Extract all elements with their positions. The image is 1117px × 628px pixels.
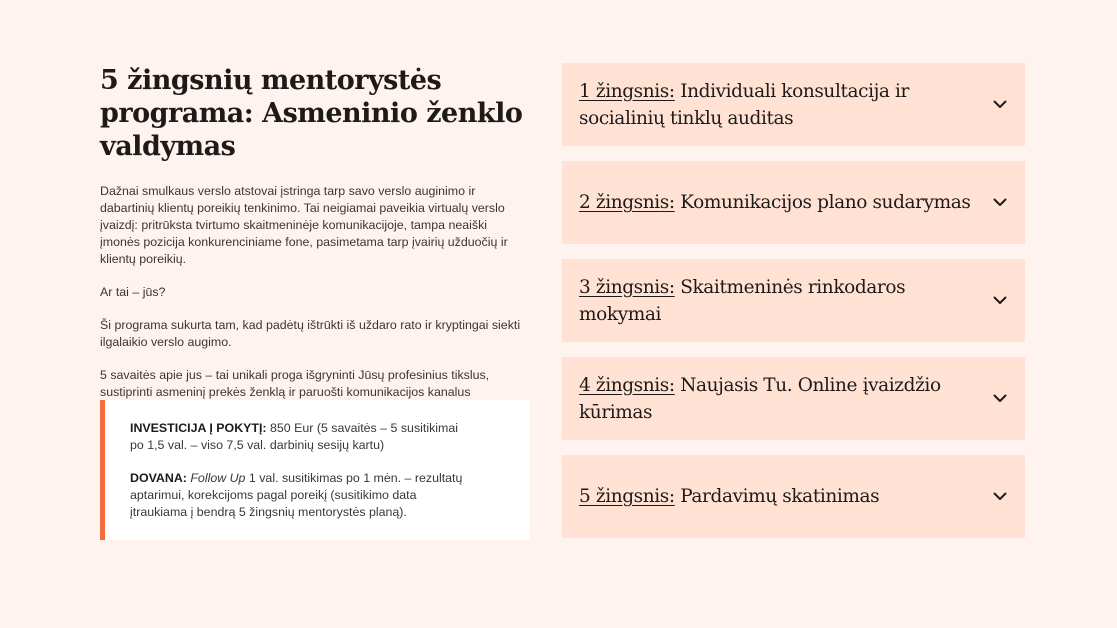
accordion-title (579, 189, 984, 216)
chevron-down-icon[interactable] (993, 294, 1007, 308)
step-title: Naujasis Tu. Online įvaizdžio kūrimas (579, 374, 941, 423)
intro-paragraph: Dažnai smulkaus verslo atstovai įstringa tarp savo verslo auginimo ir dabartinių klientų poreikių tenkinimo. Tai neigiamai paveikia virtualų verslo įvaizdį: pritrūksta tvirtumo skaitmeninėje komunikacijoje, tampa neaiški įmonės pozicija konkurenciniame fone, pasimetama tarp įvairių užduočių ir klientų poreikių. (100, 184, 508, 266)
chevron-down-icon[interactable] (993, 490, 1007, 504)
step-title: Pardavimų skatinimas (674, 486, 880, 507)
accordion-title (579, 483, 984, 510)
accordion-item-step-2[interactable] (562, 161, 1025, 244)
accordion-item-step-3[interactable] (562, 259, 1025, 342)
gift-italic: Follow Up (190, 471, 246, 485)
accordion-title (579, 78, 984, 132)
pricing-box (100, 400, 530, 540)
step-label: 2 žingsnis: (579, 192, 675, 213)
accordion-title (579, 274, 984, 328)
step-title: Individuali konsultacija ir socialinių tinklų auditas (579, 80, 910, 129)
chevron-down-icon[interactable] (993, 196, 1007, 210)
accordion-item-step-1[interactable] (562, 63, 1025, 146)
weeks-paragraph: 5 savaitės apie jus – tai unikali proga išgryninti Jūsų profesinius tikslus, sustiprinti asmeninį prekės ženklą ir paruošti komunikacijos kanalus (100, 368, 490, 399)
question-paragraph: Ar tai – jūs? (100, 285, 166, 299)
investment-info (130, 420, 470, 454)
step-label: 1 žingsnis: (579, 80, 675, 102)
accordion-item-step-4[interactable] (562, 357, 1025, 440)
step-label: 4 žingsnis: (579, 374, 675, 396)
step-title: Komunikacijos plano sudarymas (674, 192, 971, 213)
step-label: 5 žingsnis: (579, 486, 675, 507)
step-label: 3 žingsnis: (579, 276, 675, 298)
accordion-item-step-5[interactable] (562, 455, 1025, 538)
purpose-paragraph: Ši programa sukurta tam, kad padėtų ištrūkti iš uždaro rato ir kryptingai siekti ilgalaikio verslo augimo. (100, 318, 521, 349)
gift-text: 1 val. susitikimas po 1 mėn. – rezultatų aptarimui, korekcijoms pagal poreikį (susitikimo data įtraukiama į bendrą 5 žingsnių mentorystės planą). (130, 471, 463, 519)
step-title: Skaitmeninės rinkodaros mokymai (579, 276, 906, 325)
steps-accordion (562, 63, 1025, 553)
accordion-title (579, 372, 984, 426)
program-description (100, 64, 530, 418)
chevron-down-icon[interactable] (993, 98, 1007, 112)
investment-label: INVESTICIJA Į POKYTĮ: (130, 421, 267, 435)
gift-info (130, 470, 470, 521)
investment-text: 850 Eur (5 savaitės – 5 susitikimai po 1,5 val. – viso 7,5 val. darbinių sesijų kartu) (130, 421, 458, 452)
chevron-down-icon[interactable] (993, 392, 1007, 406)
gift-label: DOVANA: (130, 471, 187, 485)
page-title: 5 žingsnių mentorystės programa: Asmeninio ženklo valdymas (100, 65, 523, 162)
